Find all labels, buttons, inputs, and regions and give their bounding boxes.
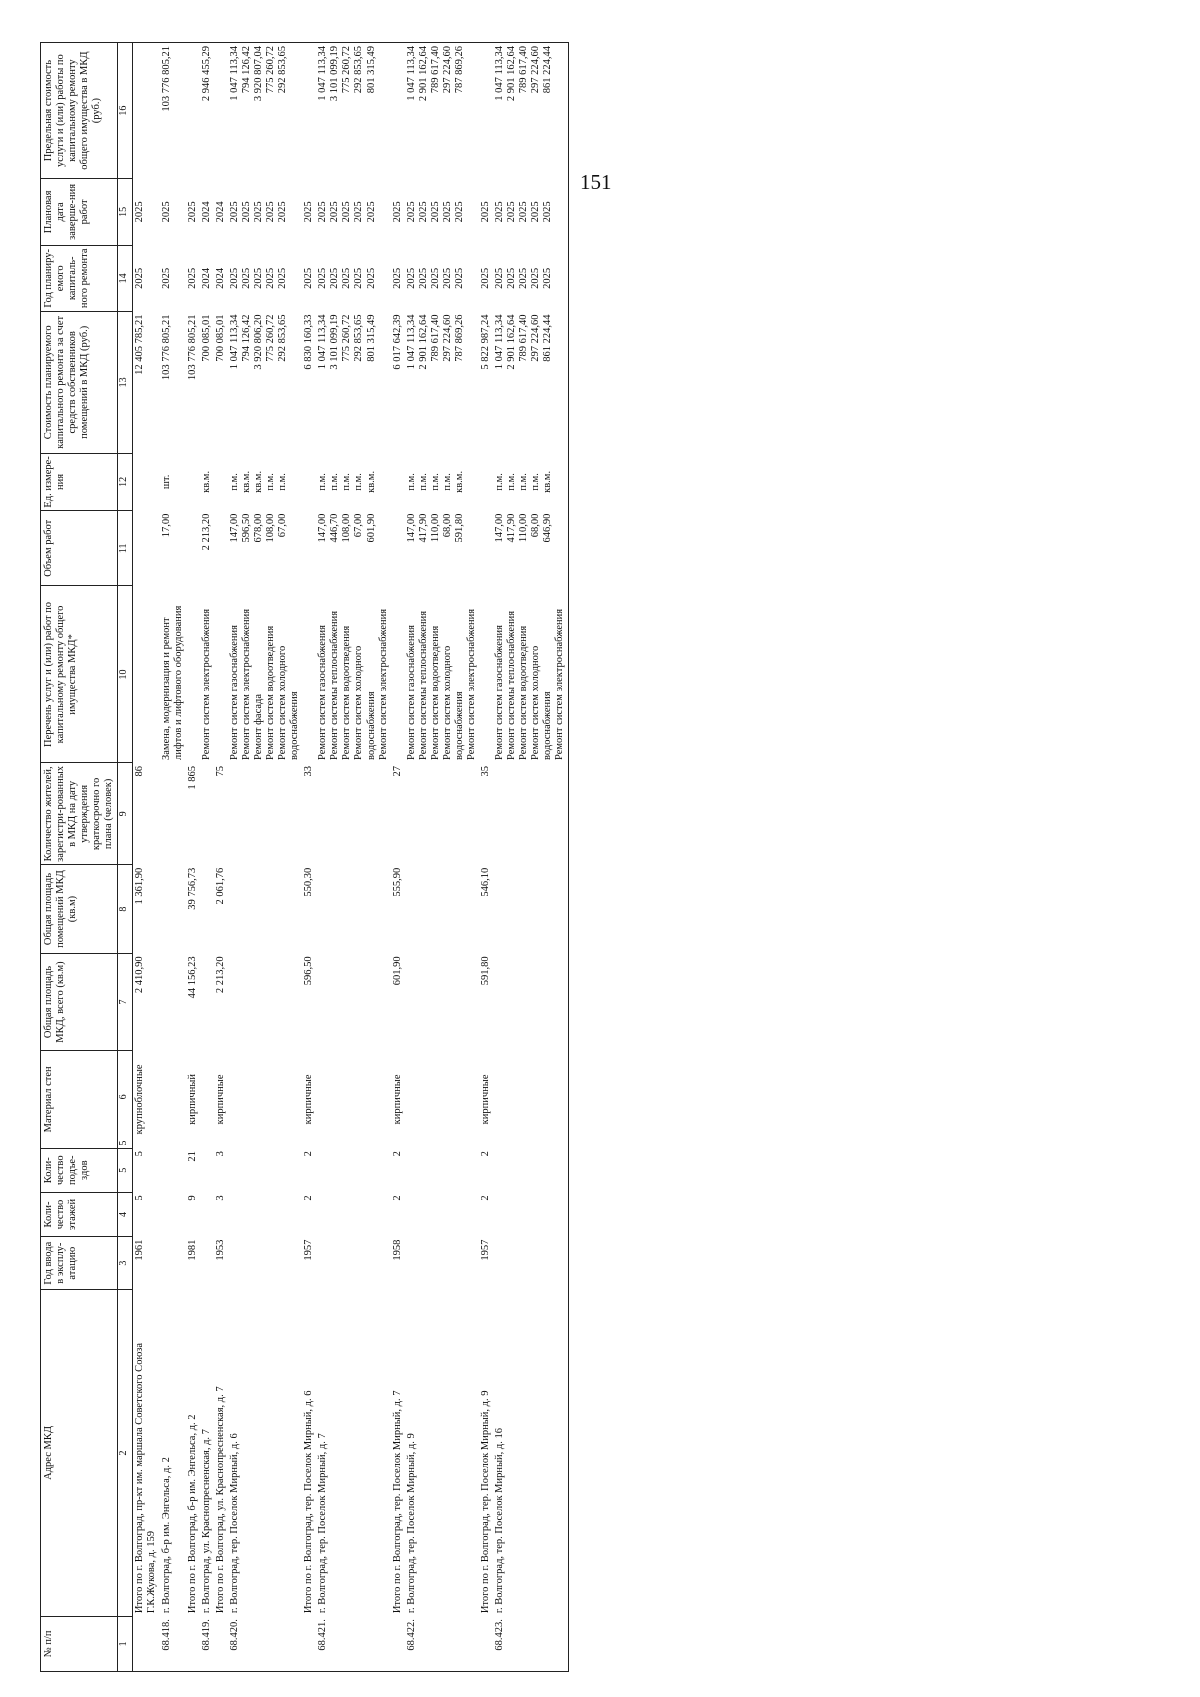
cell-limit	[214, 43, 228, 179]
cell-work	[214, 586, 228, 763]
cell-plan-year: 2025	[134, 267, 146, 289]
cell-area-premises: 555,90	[391, 867, 403, 897]
header-address: Адрес МКД	[41, 1290, 118, 1616]
colnum: 12	[118, 453, 133, 511]
cell-area-total: 44 156,23	[186, 956, 198, 999]
cell-address: г. Волгоград, тер. Поселок Мирный, д. 7	[317, 1433, 329, 1614]
cell-volume	[214, 511, 228, 586]
cell-unit	[302, 453, 316, 511]
cell-address: Итого по г. Волгоград, ул. Краснопресненская, д. 7	[214, 1386, 226, 1614]
cell-residents: 27	[391, 765, 403, 777]
cell-finish: 2025	[480, 201, 492, 223]
cell-area-premises: 546,10	[480, 867, 492, 897]
cell-cost: 6 830 160,33	[303, 314, 315, 370]
cell-plan-year: 2025 2025 2025 2025 2025	[317, 267, 377, 289]
header-work: Перечень услуг и (или) работ по капитальному ремонту общего имущества МКД*	[41, 586, 118, 763]
cell-finish: 2025	[134, 201, 146, 223]
cell-plan-year: 2025 2025 2025 2025 2025	[405, 267, 465, 289]
cell-year: 1958	[391, 1239, 403, 1261]
cell-finish: 2024	[214, 201, 226, 223]
cell-year	[493, 1237, 568, 1290]
cell-work: Ремонт систем газоснабжения Ремонт систем электроснабжения Ремонт фасада Ремонт систем водоотведения Ремонт систем холодного водоснабжения	[228, 608, 301, 760]
cell-address: г. Волгоград, ул. Краснопресненская, д. 7	[200, 1429, 212, 1614]
cell-year	[228, 1237, 302, 1290]
cell-finish: 2025	[186, 201, 198, 223]
cell-no: 68.422.	[405, 1616, 479, 1671]
header-year: Год ввода в эксплу-атацию	[41, 1237, 118, 1290]
header-unit: Ед. измере-ния	[41, 453, 118, 511]
cell-floors	[228, 1192, 302, 1236]
cell-volume: 147,00 417,90 110,00 68,00 591,80	[405, 513, 465, 543]
cell-finish: 2025	[160, 201, 172, 223]
cell-material	[316, 1051, 390, 1148]
header-area-premises: Общая площадь помещений МКД (кв.м)	[41, 865, 118, 954]
cell-residents: 35	[480, 765, 492, 777]
cell-material: кирпичные	[391, 1074, 403, 1125]
cell-residents: 1 865	[186, 765, 198, 790]
cell-year	[316, 1237, 390, 1290]
table-body	[133, 43, 568, 1672]
cell-residents	[200, 763, 214, 865]
header-row	[41, 43, 118, 1672]
cell-address: Итого по г. Волгоград, тер. Поселок Мирный, д. 6	[303, 1390, 315, 1614]
cell-area-premises	[228, 865, 302, 954]
cell-year: 1953	[214, 1239, 226, 1261]
cell-plan-year: 2025 2025 2025 2025 2025	[228, 267, 289, 289]
cell-finish: 2025	[391, 201, 403, 223]
cell-plan-year: 2025 2025 2025 2025 2025	[493, 245, 568, 311]
cell-residents	[493, 763, 568, 865]
cell-residents	[316, 763, 390, 865]
cell-area-total: 596,50	[303, 956, 315, 986]
cell-work	[391, 586, 405, 763]
cell-plan-year: 2025	[391, 267, 403, 289]
cell-entrances	[160, 1148, 186, 1192]
cell-material	[160, 1051, 186, 1148]
cell-plan-year: 2025	[186, 267, 198, 289]
cell-residents: 75	[214, 765, 226, 777]
cell-unit	[391, 453, 405, 511]
cell-no	[133, 1616, 160, 1671]
header-cost: Стоимость планируемого капитального ремонта за счет средств собственников помещений в МКД (руб.)	[41, 312, 118, 454]
cell-finish: 2025 2025 2025 2025 2025	[317, 201, 377, 223]
cell-no: 68.419.	[200, 1616, 214, 1671]
header-finish: Плановая дата заверше-ния работ	[41, 179, 118, 245]
cell-entrances	[493, 1148, 568, 1192]
column-numbers-row	[118, 43, 133, 1672]
colnum: 13	[118, 312, 133, 454]
cell-unit: шт.	[160, 474, 172, 490]
cell-work: Ремонт систем газоснабжения Ремонт системы теплоснабжения Ремонт систем водоотведения Ремонт систем холодного водоснабжения Ремонт систем электроснабжения	[317, 608, 389, 760]
cell-volume: 147,00 417,90 110,00 68,00 646,90	[493, 511, 568, 586]
cell-address: г. Волгоград, тер. Поселок Мирный, д. 9	[405, 1433, 417, 1614]
header-residents: Количество жителей, зарегистри-рованных в МКД на дату утверждения краткосрочно го плана (человек)	[41, 763, 118, 865]
cell-cost: 5 822 987,24	[480, 314, 492, 370]
cell-no: 68.418.	[160, 1616, 186, 1671]
cell-work	[302, 586, 316, 763]
header-limit: Предельная стоимость услуги и (или) работы по капитальному ремонту общего имущества в МКД (руб.)	[41, 43, 118, 179]
cell-no	[302, 1616, 316, 1671]
cell-entrances	[228, 1148, 302, 1192]
cell-material: кирпичные	[480, 1074, 492, 1125]
colnum: 16	[118, 43, 133, 179]
cell-unit	[214, 453, 228, 511]
cell-entrances: 5	[134, 1151, 146, 1157]
cell-no	[479, 1616, 493, 1671]
cell-area-premises	[200, 865, 214, 954]
cell-no: 68.420.	[228, 1616, 302, 1671]
total-row	[391, 43, 405, 1672]
cell-cost: 700 085,01	[200, 314, 212, 362]
cell-work: Ремонт систем газоснабжения Ремонт системы теплоснабжения Ремонт систем водоотведения Ремонт систем холодного водоснабжения Ремонт систем электроснабжения	[493, 586, 568, 763]
cell-entrances	[200, 1148, 214, 1192]
cell-material	[405, 1051, 479, 1148]
table-row	[493, 43, 568, 1672]
colnum: 1	[118, 1616, 133, 1671]
cell-material	[200, 1051, 214, 1148]
cell-cost: 103 776 805,21	[160, 314, 172, 381]
colnum: 5	[118, 1148, 133, 1192]
cell-work: Ремонт систем электроснабжения	[200, 608, 212, 760]
cell-finish: 2024	[200, 201, 212, 223]
cell-limit: 103 776 805,21	[160, 43, 186, 179]
header-plan-year: Год планиру-емого капиталь-ного ремонта	[41, 245, 118, 311]
cell-year	[160, 1237, 186, 1290]
cell-cost: 700 085,01	[214, 314, 226, 362]
cell-unit	[133, 453, 160, 511]
cell-year	[405, 1237, 479, 1290]
cell-work: Ремонт систем газоснабжения Ремонт системы теплоснабжения Ремонт систем водоотведения Ремонт систем холодного водоснабжения Ремонт систем электроснабжения	[405, 608, 477, 760]
total-row	[479, 43, 493, 1672]
cell-material: кирпичный	[186, 1074, 198, 1125]
cell-no: 68.423.	[493, 1616, 568, 1671]
cell-material: кирпичные	[214, 1074, 226, 1125]
table-row	[316, 43, 390, 1672]
cell-work	[479, 586, 493, 763]
repair-plan-table	[40, 42, 569, 1672]
cell-area-premises: 2 061,76	[214, 867, 226, 905]
cell-area-premises: 1 361,90	[134, 867, 146, 905]
cell-area-total: 2 213,20	[214, 956, 226, 994]
cell-plan-year: 2025	[303, 267, 315, 289]
cell-entrances: 3	[214, 1151, 226, 1157]
cell-limit: 1 047 113,34 2 901 162,64 789 617,40 297 224,60 861 224,44	[493, 43, 568, 179]
cell-cost: 6 017 642,39	[391, 314, 403, 370]
page-number: 151	[580, 170, 612, 194]
cell-floors	[160, 1192, 186, 1236]
cell-work	[186, 586, 200, 763]
cell-limit: 1 047 113,34 2 901 162,64 789 617,40 297 224,60 787 869,26	[405, 43, 479, 179]
cell-plan-year: 2024	[214, 267, 226, 289]
cell-unit: п.м. п.м. п.м. п.м. кв.м.	[405, 470, 465, 493]
total-row	[133, 43, 160, 1672]
cell-area-total	[160, 953, 186, 1050]
header-volume: Объем работ	[41, 511, 118, 586]
cell-volume: 17,00	[160, 513, 172, 538]
cell-address: Итого по г. Волгоград, пр-кт им. маршала Советского Союза Г.К.Жукова, д. 159	[134, 1342, 158, 1614]
cell-material	[228, 1051, 302, 1148]
cell-entrances: 2	[391, 1151, 403, 1157]
total-row	[214, 43, 228, 1672]
cell-volume	[302, 511, 316, 586]
cell-volume: 147,00 596,50 678,00 108,00 67,00	[228, 513, 289, 543]
header-area-total: Общая площадь МКД, всего (кв.м)	[41, 953, 118, 1050]
table-row	[200, 43, 214, 1672]
cell-material: крупноблочные	[134, 1064, 146, 1135]
cell-year: 1961	[134, 1239, 146, 1261]
cell-limit: 2 946 455,29	[200, 43, 214, 179]
cell-residents	[160, 763, 186, 865]
colnum: 8	[118, 865, 133, 954]
colnum: 4	[118, 1192, 133, 1236]
cell-area-premises: 550,30	[303, 867, 315, 897]
colnum: 10	[118, 586, 133, 763]
cell-limit	[133, 43, 160, 179]
cell-entrances	[316, 1148, 390, 1192]
cell-address: г. Волгоград, тер. Поселок Мирный, д. 16	[493, 1290, 568, 1616]
header-material: Материал стен	[41, 1051, 118, 1148]
colnum: 15	[118, 179, 133, 245]
cell-area-total	[228, 953, 302, 1050]
cell-no: 68.421.	[316, 1616, 390, 1671]
cell-volume	[133, 511, 160, 586]
cell-limit: 1 047 113,34 3 101 099,19 775 260,72 292 853,65 801 315,49	[316, 43, 390, 179]
rotated-page	[40, 12, 1140, 1672]
cell-material	[493, 1051, 568, 1148]
cell-volume	[186, 511, 200, 586]
cell-cost: 1 047 113,34 2 901 162,64 789 617,40 297 224,60 787 869,26	[405, 314, 465, 370]
cell-finish: 2025	[303, 201, 315, 223]
cell-area-premises	[493, 865, 568, 954]
colnum-b: 6	[118, 1094, 130, 1100]
cell-residents	[228, 763, 302, 865]
cell-unit: п.м. п.м. п.м. п.м. кв.м.	[493, 453, 568, 511]
cell-plan-year: 2025	[480, 267, 492, 289]
cell-unit	[186, 453, 200, 511]
cell-residents: 33	[303, 765, 315, 777]
cell-area-total: 591,80	[480, 956, 492, 986]
cell-floors: 2	[391, 1195, 403, 1201]
cell-area-total	[200, 953, 214, 1050]
header-no: № п/п	[41, 1616, 118, 1671]
total-row	[186, 43, 200, 1672]
cell-area-premises: 39 756,73	[186, 867, 198, 910]
cell-unit: кв.м.	[200, 470, 212, 493]
cell-residents: 86	[134, 765, 146, 777]
cell-entrances: 2	[480, 1151, 492, 1157]
colnum: 3	[118, 1237, 133, 1290]
cell-unit	[479, 453, 493, 511]
cell-area-premises	[160, 865, 186, 954]
cell-year	[200, 1237, 214, 1290]
cell-entrances	[405, 1148, 479, 1192]
cell-work: Замена, модернизация и ремонт лифтов и лифтового оборудования	[160, 605, 184, 760]
cell-floors: 2	[480, 1195, 492, 1201]
header-entrances: Коли-чество подъе-здов	[41, 1148, 118, 1192]
cell-no	[391, 1616, 405, 1671]
cell-floors: 5	[134, 1195, 146, 1201]
cell-cost: 1 047 113,34 2 901 162,64 789 617,40 297 224,60 861 224,44	[493, 312, 568, 454]
table-row	[160, 43, 186, 1672]
cell-floors	[493, 1192, 568, 1236]
cell-address: г. Волгоград, тер. Поселок Мирный, д. 6	[228, 1433, 240, 1614]
cell-cost: 12 405 785,21	[134, 314, 146, 375]
cell-floors: 3	[214, 1195, 226, 1201]
colnum: 9	[118, 763, 133, 865]
cell-limit	[479, 43, 493, 179]
cell-floors	[405, 1192, 479, 1236]
table-row	[405, 43, 479, 1672]
cell-residents	[405, 763, 479, 865]
cell-entrances: 21	[186, 1151, 198, 1162]
cell-address: Итого по г. Волгоград, б-р им. Энгельса, д. 2	[186, 1414, 198, 1614]
cell-address: Итого по г. Волгоград, тер. Поселок Мирный, д. 9	[480, 1390, 492, 1614]
cell-work	[133, 586, 160, 763]
cell-floors	[200, 1192, 214, 1236]
cell-volume	[391, 511, 405, 586]
cell-cost: 103 776 805,21	[186, 314, 198, 381]
cell-area-total	[316, 953, 390, 1050]
cell-limit: 1 047 113,34 794 126,42 3 920 807,04 775 260,72 292 853,65	[228, 43, 302, 179]
colnum: 7	[118, 953, 133, 1050]
colnum: 2	[118, 1290, 133, 1616]
cell-year: 1981	[186, 1239, 198, 1261]
cell-material: кирпичные	[303, 1074, 315, 1125]
table-row	[228, 43, 302, 1672]
cell-limit	[302, 43, 316, 179]
cell-finish: 2025 2025 2025 2025 2025	[405, 201, 465, 223]
cell-volume: 147,00 446,70 108,00 67,00 601,90	[317, 513, 377, 543]
header-floors: Коли-чество этажей	[41, 1192, 118, 1236]
cell-address: Итого по г. Волгоград, тер. Поселок Мирный, д. 7	[391, 1390, 403, 1614]
cell-address: г. Волгоград, б-р им. Энгельса, д. 2	[160, 1457, 172, 1614]
cell-no	[186, 1616, 200, 1671]
cell-area-premises	[316, 865, 390, 954]
cell-unit: п.м. п.м. п.м. п.м. кв.м.	[317, 470, 377, 493]
colnum	[118, 1051, 133, 1148]
cell-volume	[479, 511, 493, 586]
cell-cost: 1 047 113,34 3 101 099,19 775 260,72 292 853,65 801 315,49	[317, 314, 377, 370]
colnum-a: 5	[118, 1140, 130, 1146]
cell-cost: 1 047 113,34 794 126,42 3 920 806,20 775 260,72 292 853,65	[228, 314, 289, 370]
cell-no	[214, 1616, 228, 1671]
cell-volume: 2 213,20	[200, 513, 212, 551]
cell-area-total: 2 410,90	[134, 956, 146, 994]
cell-plan-year: 2024	[200, 267, 212, 289]
cell-area-total	[405, 953, 479, 1050]
total-row	[302, 43, 316, 1672]
cell-floors: 9	[186, 1195, 198, 1201]
cell-area-premises	[405, 865, 479, 954]
cell-finish: 2025 2025 2025 2025 2025	[228, 201, 289, 223]
cell-entrances: 2	[303, 1151, 315, 1157]
colnum: 11	[118, 511, 133, 586]
cell-unit: п.м. кв.м. кв.м. п.м. п.м.	[228, 470, 289, 493]
cell-limit	[186, 43, 200, 179]
cell-area-total: 601,90	[391, 956, 403, 986]
cell-year: 1957	[303, 1239, 315, 1261]
cell-floors	[316, 1192, 390, 1236]
cell-area-total	[493, 953, 568, 1050]
cell-plan-year: 2025	[160, 267, 172, 289]
cell-finish: 2025 2025 2025 2025 2025	[493, 179, 568, 245]
colnum: 14	[118, 245, 133, 311]
cell-limit	[391, 43, 405, 179]
cell-floors: 2	[303, 1195, 315, 1201]
cell-year: 1957	[480, 1239, 492, 1261]
